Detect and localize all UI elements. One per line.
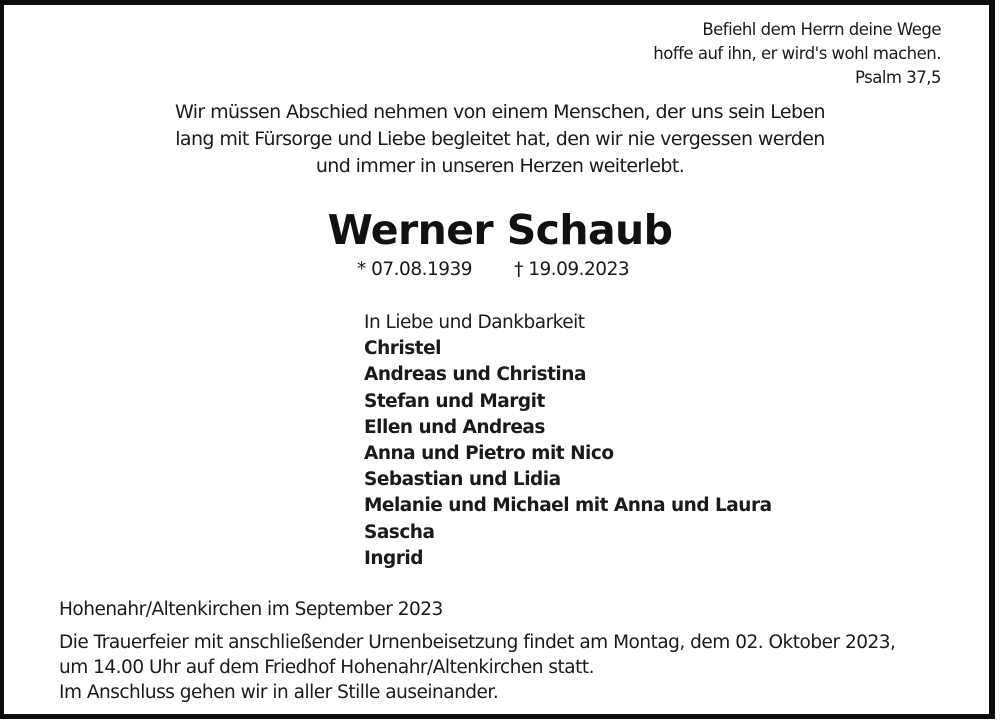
mourner-name: Ingrid <box>364 547 424 569</box>
life-dates <box>357 257 629 283</box>
mourner-name: Anna und Pietro mit Nico <box>364 443 614 465</box>
mourner-name: Sebastian und Lidia <box>364 469 561 491</box>
mourner-name: Christel <box>364 338 441 360</box>
intro-line: Wir müssen Abschied nehmen von einem Menschen, der uns sein Leben <box>174 101 825 123</box>
verse-reference: Psalm 37,5 <box>854 68 941 87</box>
ceremony-line: Im Anschluss gehen wir in aller Stille auseinander. <box>59 682 499 703</box>
death-date: † 19.09.2023 <box>514 259 630 280</box>
mourners-lead: In Liebe und Dankbarkeit <box>364 312 585 333</box>
mourners-list <box>364 310 772 572</box>
ceremony-info <box>59 630 895 705</box>
deceased-name: Werner Schaub <box>327 206 673 254</box>
intro-text <box>0 99 1000 180</box>
ceremony-line: Die Trauerfeier mit anschließender Urnenbeisetzung findet am Montag, dem 02. Oktober 2023, <box>59 632 896 653</box>
intro-line: lang mit Fürsorge und Liebe begleitet hat, den wir nie vergessen werden <box>175 128 825 150</box>
mourner-name: Andreas und Christina <box>364 364 586 386</box>
verse-line: Befiehl dem Herrn deine Wege <box>702 20 941 39</box>
mourner-name: Sascha <box>364 521 435 543</box>
mourner-name: Stefan und Margit <box>364 390 545 412</box>
mourner-name: Ellen und Andreas <box>364 416 545 438</box>
place-and-date: Hohenahr/Altenkirchen im September 2023 <box>59 599 443 620</box>
intro-line: und immer in unseren Herzen weiterlebt. <box>315 155 685 177</box>
bible-verse <box>653 18 941 90</box>
birth-date: * 07.08.1939 <box>357 259 473 280</box>
verse-line: hoffe auf ihn, er wird's wohl machen. <box>653 44 941 63</box>
ceremony-line: um 14.00 Uhr auf dem Friedhof Hohenahr/Altenkirchen statt. <box>59 657 594 678</box>
mourner-name: Melanie und Michael mit Anna und Laura <box>364 495 772 517</box>
